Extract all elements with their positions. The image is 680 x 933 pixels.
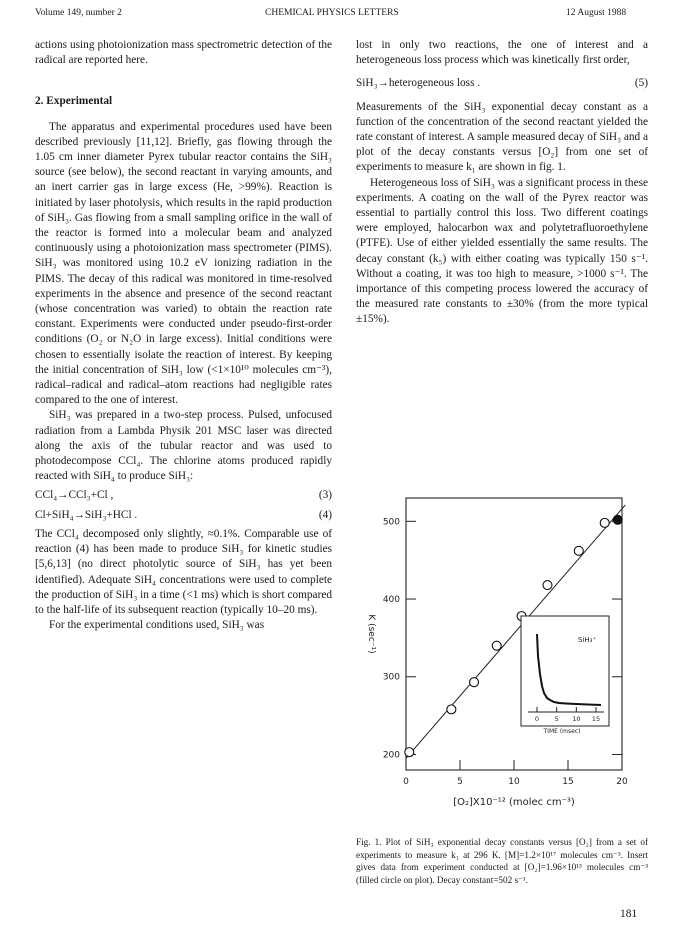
y-tick-label: 300 (382, 672, 400, 683)
data-point (574, 546, 583, 555)
paragraph: lost in only two reactions, the one of interest and a heterogeneous loss process which was kinetically first order, (356, 39, 648, 67)
reaction-5-number: (5) (634, 77, 648, 90)
inset (521, 616, 609, 735)
paragraph: SiH₃ was prepared in a two-step process. Pulsed, unfocused radiation from a Lambda Physik 201 MSC laser was directed along the axis of the tubular reactor and was used to photodecompose CCl₄. The chlorine atoms produced rapidly reacted with SiH₄ to produce SiH₃: (35, 409, 332, 483)
y-tick-label: 400 (382, 595, 400, 606)
reaction-3-text: CCl₄→CCl₃+Cl , (35, 489, 114, 502)
header-journal: CHEMICAL PHYSICS LETTERS (265, 8, 399, 18)
inset-tick-label: 15 (591, 715, 601, 723)
inset-tick-label: 5 (554, 715, 559, 723)
intro-tail: actions using photoionization mass spectrometric detection of the radical are reported here. (35, 39, 332, 67)
reaction-3 (35, 488, 332, 503)
inset-tick-label: 10 (572, 715, 581, 723)
right-column (356, 38, 648, 328)
reaction-3-number: (3) (318, 489, 332, 502)
header-date: 12 August 1988 (566, 8, 627, 18)
x-tick-label: 15 (562, 777, 574, 787)
paragraph: The CCl₄ decomposed only slightly, ≈0.1%. Comparable use of reaction (4) has been made to produce SiH₃ for kinetic studies [5,6,13] (no direct photolytic source of SiH₃ has yet been identified). Adequate SiH₄ concentrations were used to complete the production of SiH₃ in a time (<1 ms) which is short compared to the half-life of its subsequent reaction (typically 10–20 ms). (35, 527, 332, 616)
reaction-5-text: SiH₃→heterogeneous loss . (356, 77, 481, 90)
section-title: 2. Experimental (35, 95, 113, 108)
inset-x-label: TIME (msec) (543, 728, 581, 735)
data-point (470, 678, 479, 687)
figure-caption: Fig. 1. Plot of SiH₃ exponential decay constants versus [O₂] from a set of experiments to measure k₁ at 296 K. [M]=1.2×10¹⁷ molecules cm⁻³. Insert gives data from experiment conducted at [O₂]=1.96×10¹³ molecules cm⁻³ (filled circle on plot). Decay constant=502 s⁻¹. (356, 837, 648, 885)
paragraph: Measurements of the SiH₃ exponential decay constant as a function of the concentration of the second reactant yielded the rate constant of interest. A sample measured decay of SiH₃ and a plot of the decay constants versus [O₂] from one set of experiments to measure k₁ are shown in fig. 1. (356, 100, 648, 174)
x-ticks (403, 760, 628, 787)
x-tick-label: 10 (508, 777, 520, 787)
data-point (600, 518, 609, 527)
left-column (35, 38, 332, 633)
reaction-4 (35, 508, 332, 523)
data-point (447, 705, 456, 714)
paragraph: The apparatus and experimental procedures used have been described previously [11,12]. Briefly, gas flowing through the 1.05 cm inner diameter Pyrex tubular reactor contains the SiH₃ source (see below), the second reactant in varying amounts, and an inert carrier gas in large excess (He, >99%). Reaction is initiated by laser photolysis, which results in the rapid production of SiH₃. Gas flowing from a small sampling orifice in the wall of the reactor is formed into a molecular beam and analyzed continuously using a photoionization mass spectrometer (PIMS). SiH₃ was monitored using 10.2 eV ionizing radiation in the PIMS. The decay of this radical was monitored in time-resolved experiments in the absence and presence of the second reactant (whose concentration was varied) to obtain the reaction rate constant. Experiments were conducted under pseudo-first-order conditions (O₂ or N₂O in large excess). Initial conditions were chosen to essentially isolate the reaction of interest. By keeping the initial concentration of SiH₃ low (<1×10¹⁰ molecules cm⁻³), radical–radical and radical–atom reactions had negligible rates compared to the one of interest. (35, 120, 332, 407)
y-tick-label: 500 (382, 517, 400, 528)
y-tick-label: 200 (382, 750, 400, 761)
paragraph: For the experimental conditions used, SiH₃ was (49, 619, 265, 632)
figure-1-chart (356, 486, 656, 832)
header-volume: Volume 149, number 2 (35, 8, 122, 18)
y-axis-label: K (sec⁻¹) (366, 614, 376, 654)
page-number: 181 (620, 908, 638, 920)
inset-label: SiH₃⁺ (578, 636, 597, 644)
x-tick-label: 0 (403, 777, 409, 787)
reaction-5 (356, 76, 648, 91)
x-axis-label: [O₂]X10⁻¹² (molec cm⁻³) (453, 797, 575, 808)
reaction-4-number: (4) (318, 508, 332, 521)
data-point (543, 581, 552, 590)
reaction-4-text: Cl+SiH₄→SiH₃+HCl . (35, 508, 138, 521)
x-tick-label: 20 (616, 777, 628, 787)
paragraph: Heterogeneous loss of SiH₃ was a significant process in these experiments. A coating on the wall of the Pyrex reactor was essential to partially control this loss. Two different coatings were employed, halocarbon wax and polytetrafluoroethylene (PTFE). Use of either yielded essentially the same results. The decay constant (k₅) with either coating was typically 150 s⁻¹. Without a coating, it was too high to measure, >1000 s⁻¹. The importance of this competing process lowered the accuracy of the measured rate constants to ±30% (from the more typical ±15%). (356, 176, 648, 326)
x-tick-label: 5 (457, 777, 463, 787)
data-point (405, 748, 414, 757)
inset-tick-label: 0 (534, 715, 540, 723)
data-point-filled (613, 515, 622, 524)
data-point (492, 641, 501, 650)
